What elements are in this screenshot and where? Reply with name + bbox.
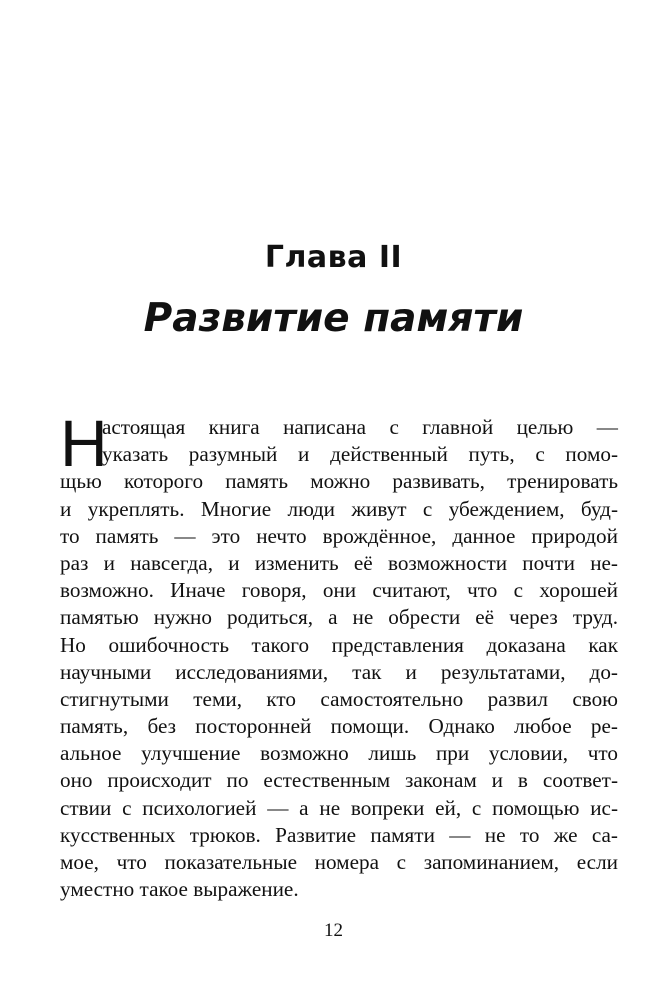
text-line: указать разумный и действенный путь, с помо- — [102, 442, 618, 467]
text-line: щью которого память можно развивать, тренировать — [60, 469, 618, 494]
text-line: кусственных трюков. Развитие памяти — не то же са- — [60, 822, 618, 847]
chapter-label: Глава II — [264, 240, 403, 275]
text-line: научными исследованиями, так и результатами, до- — [60, 659, 618, 684]
body-paragraph — [60, 406, 618, 903]
text-line: уместно такое выражение. — [60, 877, 299, 902]
chapter-title: Развитие памяти — [143, 296, 524, 341]
text-line: и укреплять. Многие люди живут с убеждением, буд- — [60, 496, 618, 521]
text-line: память, без посторонней помощи. Однако любое ре- — [60, 714, 618, 739]
text-line: мое, что показательные номера с запоминанием, если — [60, 850, 618, 874]
text-line: стигнутыми теми, кто самостоятельно развил свою — [60, 686, 618, 711]
text-line: ствии с психологией — а не вопреки ей, с помощью ис- — [60, 795, 618, 820]
text-line: альное улучшение возможно лишь при условии, что — [60, 741, 618, 766]
text-line: возможно. Иначе говоря, они считают, что с хорошей — [60, 578, 618, 603]
text-line: раз и навсегда, и изменить её возможности почти не- — [60, 550, 618, 575]
text-line: памятью нужно родиться, а не обрести её через труд. — [60, 605, 618, 630]
drop-cap: Н — [60, 406, 108, 480]
text-line: Но ошибочность такого представления доказана как — [60, 632, 618, 657]
page-number: 12 — [324, 920, 343, 941]
text-line: оно происходит по естественным законам и в соответ- — [60, 768, 618, 793]
text-line: астоящая книга написана с главной целью — — [102, 415, 618, 439]
text-line: то память — это нечто врождённое, данное природой — [60, 523, 618, 548]
